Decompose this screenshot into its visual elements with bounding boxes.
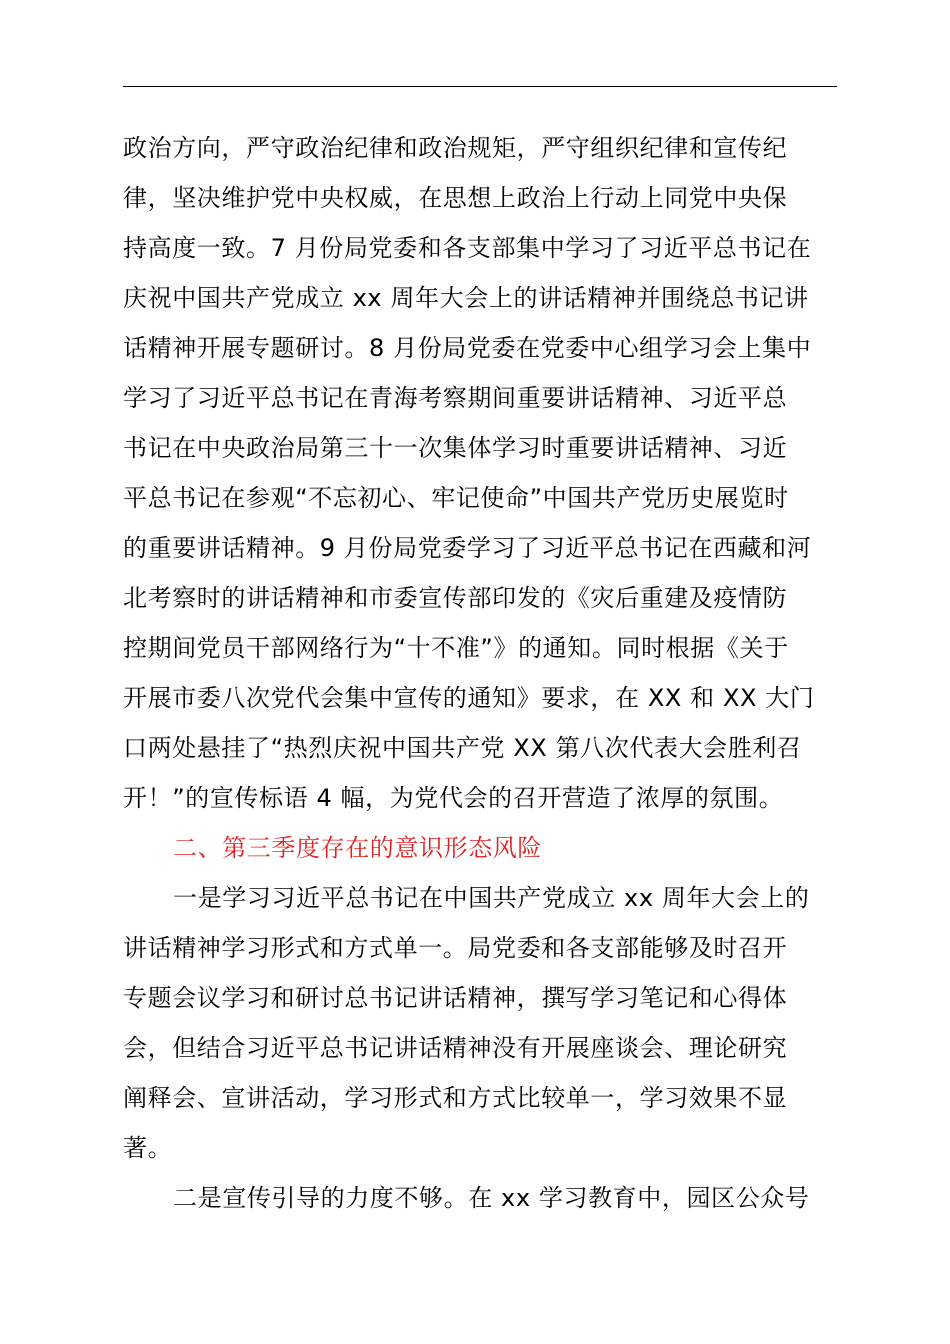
text-line: 律，坚决维护党中央权威，在思想上政治上行动上同党中央保 <box>123 184 788 212</box>
text-line: 阐释会、宣讲活动，学习形式和方式比较单一，学习效果不显 <box>123 1084 788 1112</box>
text-line: 开展市委八次党代会集中宣传的通知》要求，在 XX 和 XX 大门 <box>123 684 815 712</box>
text-line: 平总书记在参观“不忘初心、牢记使命”中国共产党历史展览时 <box>123 484 789 512</box>
text-line: 书记在中央政治局第三十一次集体学习时重要讲话精神、习近 <box>123 434 788 462</box>
text-line: 政治方向，严守政治纪律和政治规矩，严守组织纪律和宣传纪 <box>123 134 788 162</box>
text-line: 口两处悬挂了“热烈庆祝中国共产党 XX 第八次代表大会胜利召 <box>123 734 802 762</box>
text-line: 庆祝中国共产党成立 xx 周年大会上的讲话精神并围绕总书记讲 <box>123 284 809 312</box>
text-line: 著。 <box>123 1134 173 1162</box>
text-line: 讲话精神学习形式和方式单一。局党委和各支部能够及时召开 <box>123 934 788 962</box>
text-line: 的重要讲话精神。9 月份局党委学习了习近平总书记在西藏和河 <box>123 534 812 562</box>
text-line: 专题会议学习和研讨总书记讲话精神，撰写学习笔记和心得体 <box>123 984 788 1012</box>
text-line: 控期间党员干部网络行为“十不准”》的通知。同时根据《关于 <box>123 634 789 662</box>
paragraph-first-line: 二是宣传引导的力度不够。在 xx 学习教育中，园区公众号 <box>173 1184 810 1212</box>
text-line: 会，但结合习近平总书记讲话精神没有开展座谈会、理论研究 <box>123 1034 788 1062</box>
text-line: 持高度一致。7 月份局党委和各支部集中学习了习近平总书记在 <box>123 234 812 262</box>
text-line: 话精神开展专题研讨。8 月份局党委在党委中心组学习会上集中 <box>123 334 812 362</box>
paragraph-first-line: 一是学习习近平总书记在中国共产党成立 xx 周年大会上的 <box>173 884 810 912</box>
text-line: 学习了习近平总书记在青海考察期间重要讲话精神、习近平总 <box>123 384 788 412</box>
text-line: 开！”的宣传标语 4 幅，为党代会的召开营造了浓厚的氛围。 <box>123 784 784 812</box>
header-rule <box>123 86 837 87</box>
text-line: 北考察时的讲话精神和市委宣传部印发的《灾后重建及疫情防 <box>123 584 788 612</box>
section-heading: 二、第三季度存在的意识形态风险 <box>173 834 542 862</box>
